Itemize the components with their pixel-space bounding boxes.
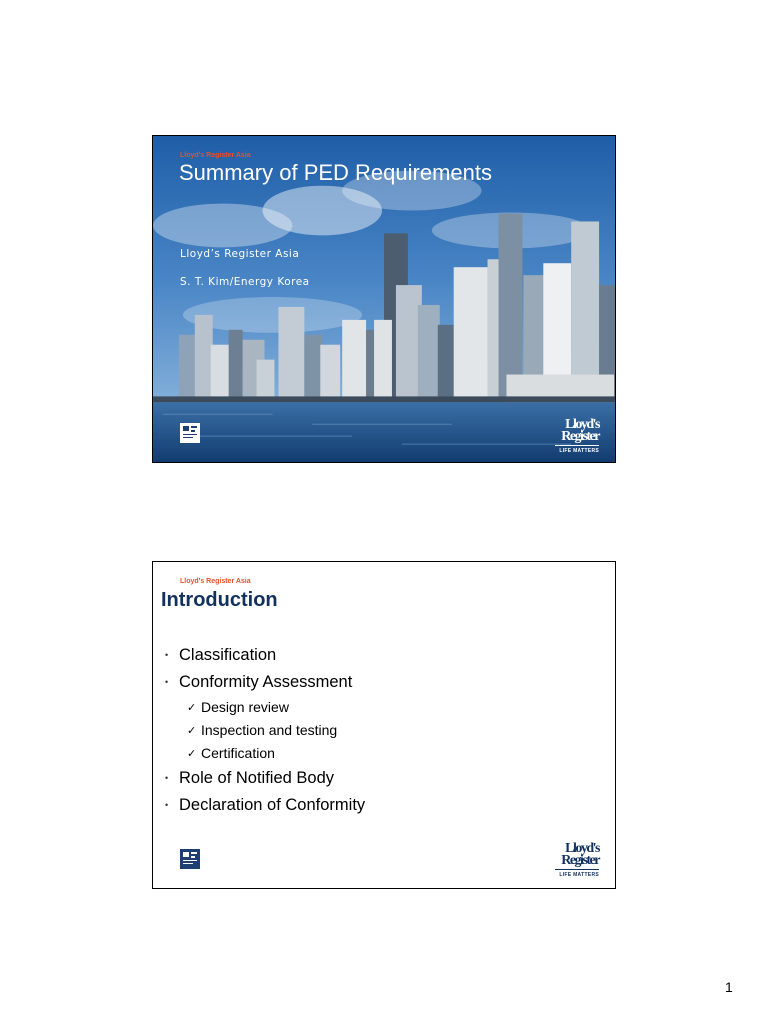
- checkmark-icon: ✓: [187, 701, 197, 714]
- bullet-text: Declaration of Conformity: [179, 796, 366, 814]
- logo-tagline: LIFE MATTERS: [559, 872, 599, 878]
- sub-bullet-text: Inspection and testing: [201, 722, 338, 738]
- page-number: 1: [725, 979, 733, 995]
- logo-tagline: LIFE MATTERS: [559, 448, 599, 454]
- accreditation-mark-icon: [180, 423, 200, 443]
- list-item: [163, 642, 365, 669]
- brand-label: Lloyd's Register Asia: [180, 152, 251, 159]
- lloyds-register-logo: [555, 418, 603, 460]
- bullet-text: Conformity Assessment: [179, 673, 353, 691]
- bullet-list: [163, 642, 365, 819]
- list-item: [163, 669, 365, 696]
- logo-line2: Register: [561, 429, 599, 444]
- list-item: [163, 765, 365, 792]
- list-item: [163, 792, 365, 819]
- bullet-text: Role of Notified Body: [179, 769, 335, 787]
- bullet-text: Classification: [179, 646, 277, 664]
- bullet-icon: •: [165, 800, 169, 810]
- logo-line2: Register: [561, 853, 599, 868]
- logo-rule: [555, 445, 599, 446]
- checkmark-icon: ✓: [187, 724, 197, 737]
- slide-title: Introduction: [161, 589, 278, 611]
- slide-title: Summary of PED Requirements: [179, 160, 492, 185]
- sub-bullet-text: Design review: [201, 699, 289, 715]
- title-slide: [152, 135, 616, 463]
- list-item: [163, 719, 365, 742]
- bullet-icon: •: [165, 773, 169, 783]
- lloyds-register-logo: [555, 842, 603, 884]
- presenter-name: S. T. Kim/Energy Korea: [180, 276, 310, 288]
- accreditation-mark-icon: [180, 849, 200, 869]
- presenter-organization: Lloyd’s Register Asia: [180, 248, 300, 260]
- list-item: [163, 742, 365, 765]
- brand-label: Lloyd's Register Asia: [180, 578, 251, 585]
- logo-line1: Lloyd's: [565, 841, 599, 856]
- bullet-icon: •: [165, 650, 169, 660]
- logo-rule: [555, 869, 599, 870]
- introduction-slide: [152, 561, 616, 889]
- sub-bullet-text: Certification: [201, 745, 275, 761]
- logo-line1: Lloyd's: [565, 417, 599, 432]
- bullet-icon: •: [165, 677, 169, 687]
- checkmark-icon: ✓: [187, 747, 197, 760]
- list-item: [163, 696, 365, 719]
